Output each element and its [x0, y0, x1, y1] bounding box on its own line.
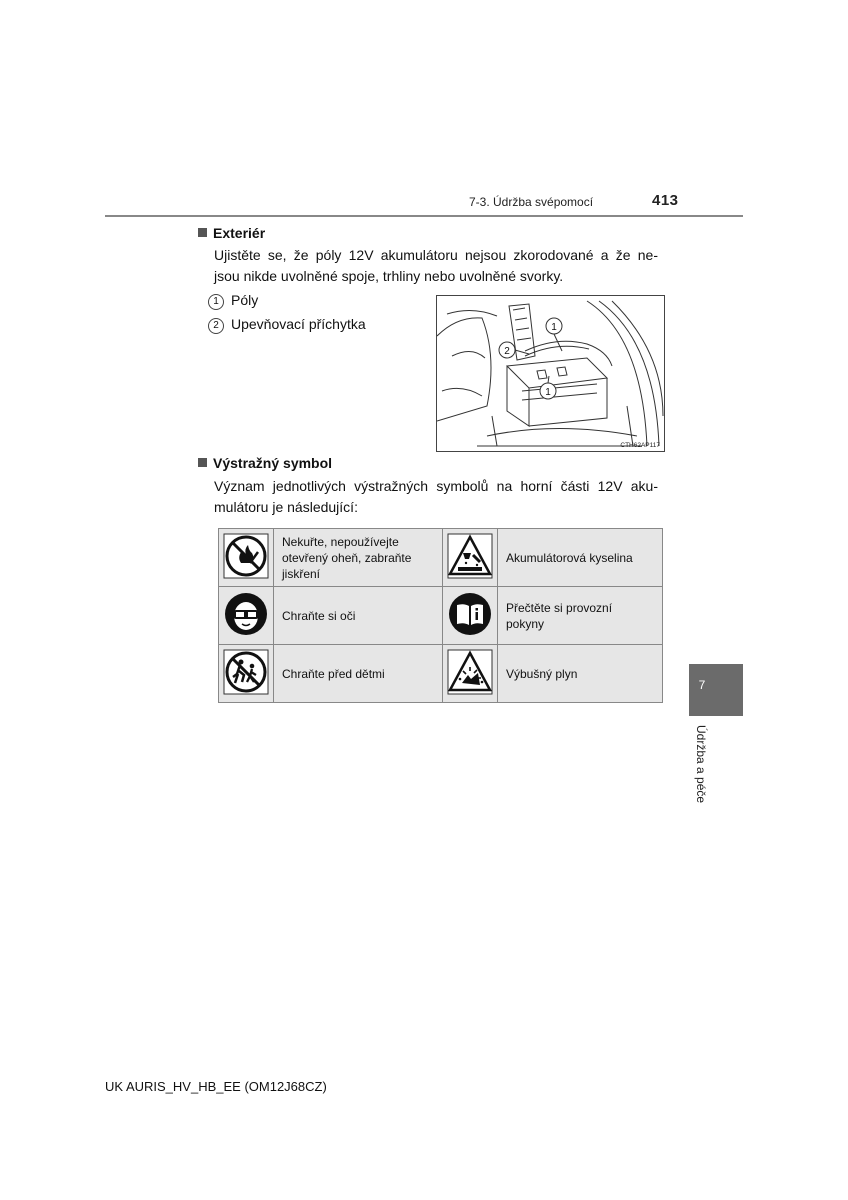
- battery-drawing-svg: [437, 296, 664, 451]
- symbol-description: Chraňte před dětmi: [274, 645, 443, 703]
- figure-callout-1-bottom: 1: [545, 387, 551, 398]
- callout-number-badge: 2: [208, 318, 224, 334]
- symbol-cell: [443, 587, 498, 645]
- explosive-gas-icon: [447, 649, 493, 698]
- chapter-tab: [689, 664, 743, 716]
- symbol-description: Nekuřte, nepoužívejte otevřený oheň, zabraňte jiskření: [274, 529, 443, 587]
- eye-protection-icon: [223, 591, 269, 640]
- warning-text-line-2: mulátoru je následující:: [214, 499, 358, 515]
- exterior-text-line-2: jsou nikde uvolněné spoje, trhliny nebo uvolněné svorky.: [214, 268, 564, 284]
- legend-label: Upevňovací příchytka: [231, 316, 366, 332]
- warning-text-line-1: Význam jednotlivých výstražných symbolů na horní části 12V aku-: [214, 478, 658, 494]
- exterior-text-line-1: Ujistěte se, že póly 12V akumulátoru nejsou zkorodované a že ne-: [214, 247, 658, 263]
- warning-symbols-table: [218, 528, 663, 703]
- chapter-title-vertical: Údržba a péče: [694, 725, 708, 804]
- acid-icon: [447, 533, 493, 582]
- square-bullet-icon: [198, 228, 207, 237]
- symbol-description: Akumulátorová kyselina: [498, 529, 663, 587]
- symbol-cell: [219, 529, 274, 587]
- symbol-description: Chraňte si oči: [274, 587, 443, 645]
- no-fire-icon: [223, 533, 269, 582]
- footer-document-code: UK AURIS_HV_HB_EE (OM12J68CZ): [105, 1079, 327, 1094]
- exterior-heading-text: Exteriér: [213, 225, 266, 241]
- exterior-heading: [198, 225, 265, 241]
- warning-paragraph: [214, 476, 658, 518]
- chapter-number: 7: [698, 678, 706, 692]
- warning-heading-text: Výstražný symbol: [213, 455, 333, 471]
- table-row: [219, 587, 663, 645]
- table-row: [219, 529, 663, 587]
- square-bullet-icon: [198, 458, 207, 467]
- header-section-title: 7-3. Údržba svépomocí: [469, 195, 594, 209]
- battery-illustration: [436, 295, 665, 452]
- warning-heading: [198, 455, 332, 471]
- manual-icon: [447, 591, 493, 640]
- symbol-cell: [219, 587, 274, 645]
- symbol-description: Přečtěte si provozní pokyny: [498, 587, 663, 645]
- symbol-description: Výbušný plyn: [498, 645, 663, 703]
- figure-code: CTH62AP117: [620, 442, 660, 449]
- page-number: 413: [652, 192, 679, 209]
- callout-number-badge: 1: [208, 294, 224, 310]
- legend-item-clamp: [208, 316, 366, 334]
- symbol-cell: [443, 529, 498, 587]
- figure-callout-1-top: 1: [551, 322, 557, 333]
- legend-item-poles: [208, 292, 258, 310]
- table-row: [219, 645, 663, 703]
- header-divider: [105, 215, 743, 217]
- figure-callout-2: 2: [504, 346, 510, 357]
- symbol-cell: [219, 645, 274, 703]
- keep-children-away-icon: [223, 649, 269, 698]
- exterior-paragraph: [214, 245, 658, 287]
- legend-label: Póly: [231, 292, 259, 308]
- symbol-cell: [443, 645, 498, 703]
